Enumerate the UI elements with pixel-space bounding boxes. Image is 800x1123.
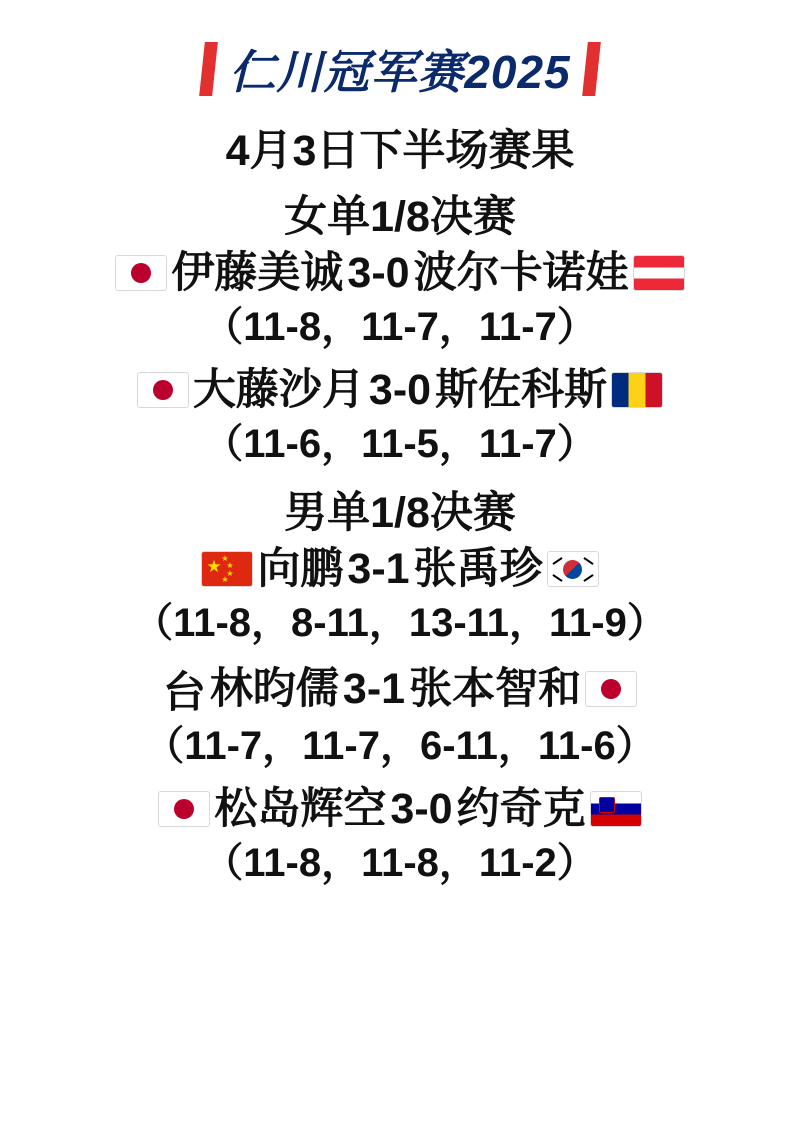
- match-text: 张禹珍: [413, 544, 543, 593]
- game-scores: （11-7，11-7，6-11，11-6）: [144, 723, 656, 768]
- match-text: 向鹏: [257, 544, 344, 593]
- game-scores: （11-6，11-5，11-7）: [203, 421, 597, 466]
- match-text: 大藤沙月: [192, 365, 365, 414]
- flag-japan-icon: [585, 671, 637, 707]
- match-text: 张本智和: [409, 664, 582, 713]
- match-score: 3-0: [347, 248, 410, 297]
- date-line: 4月3日下半场赛果: [225, 127, 575, 175]
- section-heading-mens: 男单1/8决赛: [284, 488, 516, 537]
- flag-japan-icon: [137, 372, 189, 408]
- match-text: 伊藤美诚: [171, 248, 344, 297]
- poster-title: [202, 36, 597, 102]
- game-scores: （11-8，8-11，13-11，11-9）: [133, 600, 667, 645]
- match-score: 3-1: [347, 544, 410, 593]
- match-row: [18, 659, 782, 720]
- section-heading-womens: 女单1/8决赛: [284, 192, 516, 241]
- match-text: 约奇克: [456, 784, 586, 833]
- match-text: 松岛辉空: [214, 784, 387, 833]
- flag-china-icon: ★ ★ ★ ★ ★: [201, 551, 253, 587]
- match-score: 3-0: [390, 784, 453, 833]
- flag-slovenia-icon: [590, 791, 642, 827]
- match-text: 斯佐科斯: [435, 365, 608, 414]
- match-row: [18, 246, 782, 301]
- title-accent-bar-right: [582, 42, 601, 96]
- flag-japan-icon: [158, 791, 210, 827]
- game-scores: （11-8，11-8，11-2）: [203, 840, 597, 885]
- flag-south-korea-icon: [547, 551, 599, 587]
- match-row: [18, 782, 782, 837]
- title-accent-bar-left: [199, 42, 218, 96]
- flag-japan-icon: [115, 255, 167, 291]
- flag-chinese-taipei-label: 台: [162, 668, 206, 717]
- flag-romania-icon: [611, 372, 663, 408]
- match-row: [18, 363, 782, 418]
- match-row: [18, 542, 782, 597]
- game-scores: （11-8，11-7，11-7）: [203, 304, 597, 349]
- flag-austria-icon: [633, 255, 685, 291]
- match-score: 3-0: [368, 365, 432, 414]
- match-score: 3-1: [342, 664, 406, 713]
- match-text: 林昀儒: [209, 664, 339, 713]
- match-text: 波尔卡诺娃: [413, 248, 629, 297]
- title-text: 仁川冠军赛2025: [229, 46, 571, 98]
